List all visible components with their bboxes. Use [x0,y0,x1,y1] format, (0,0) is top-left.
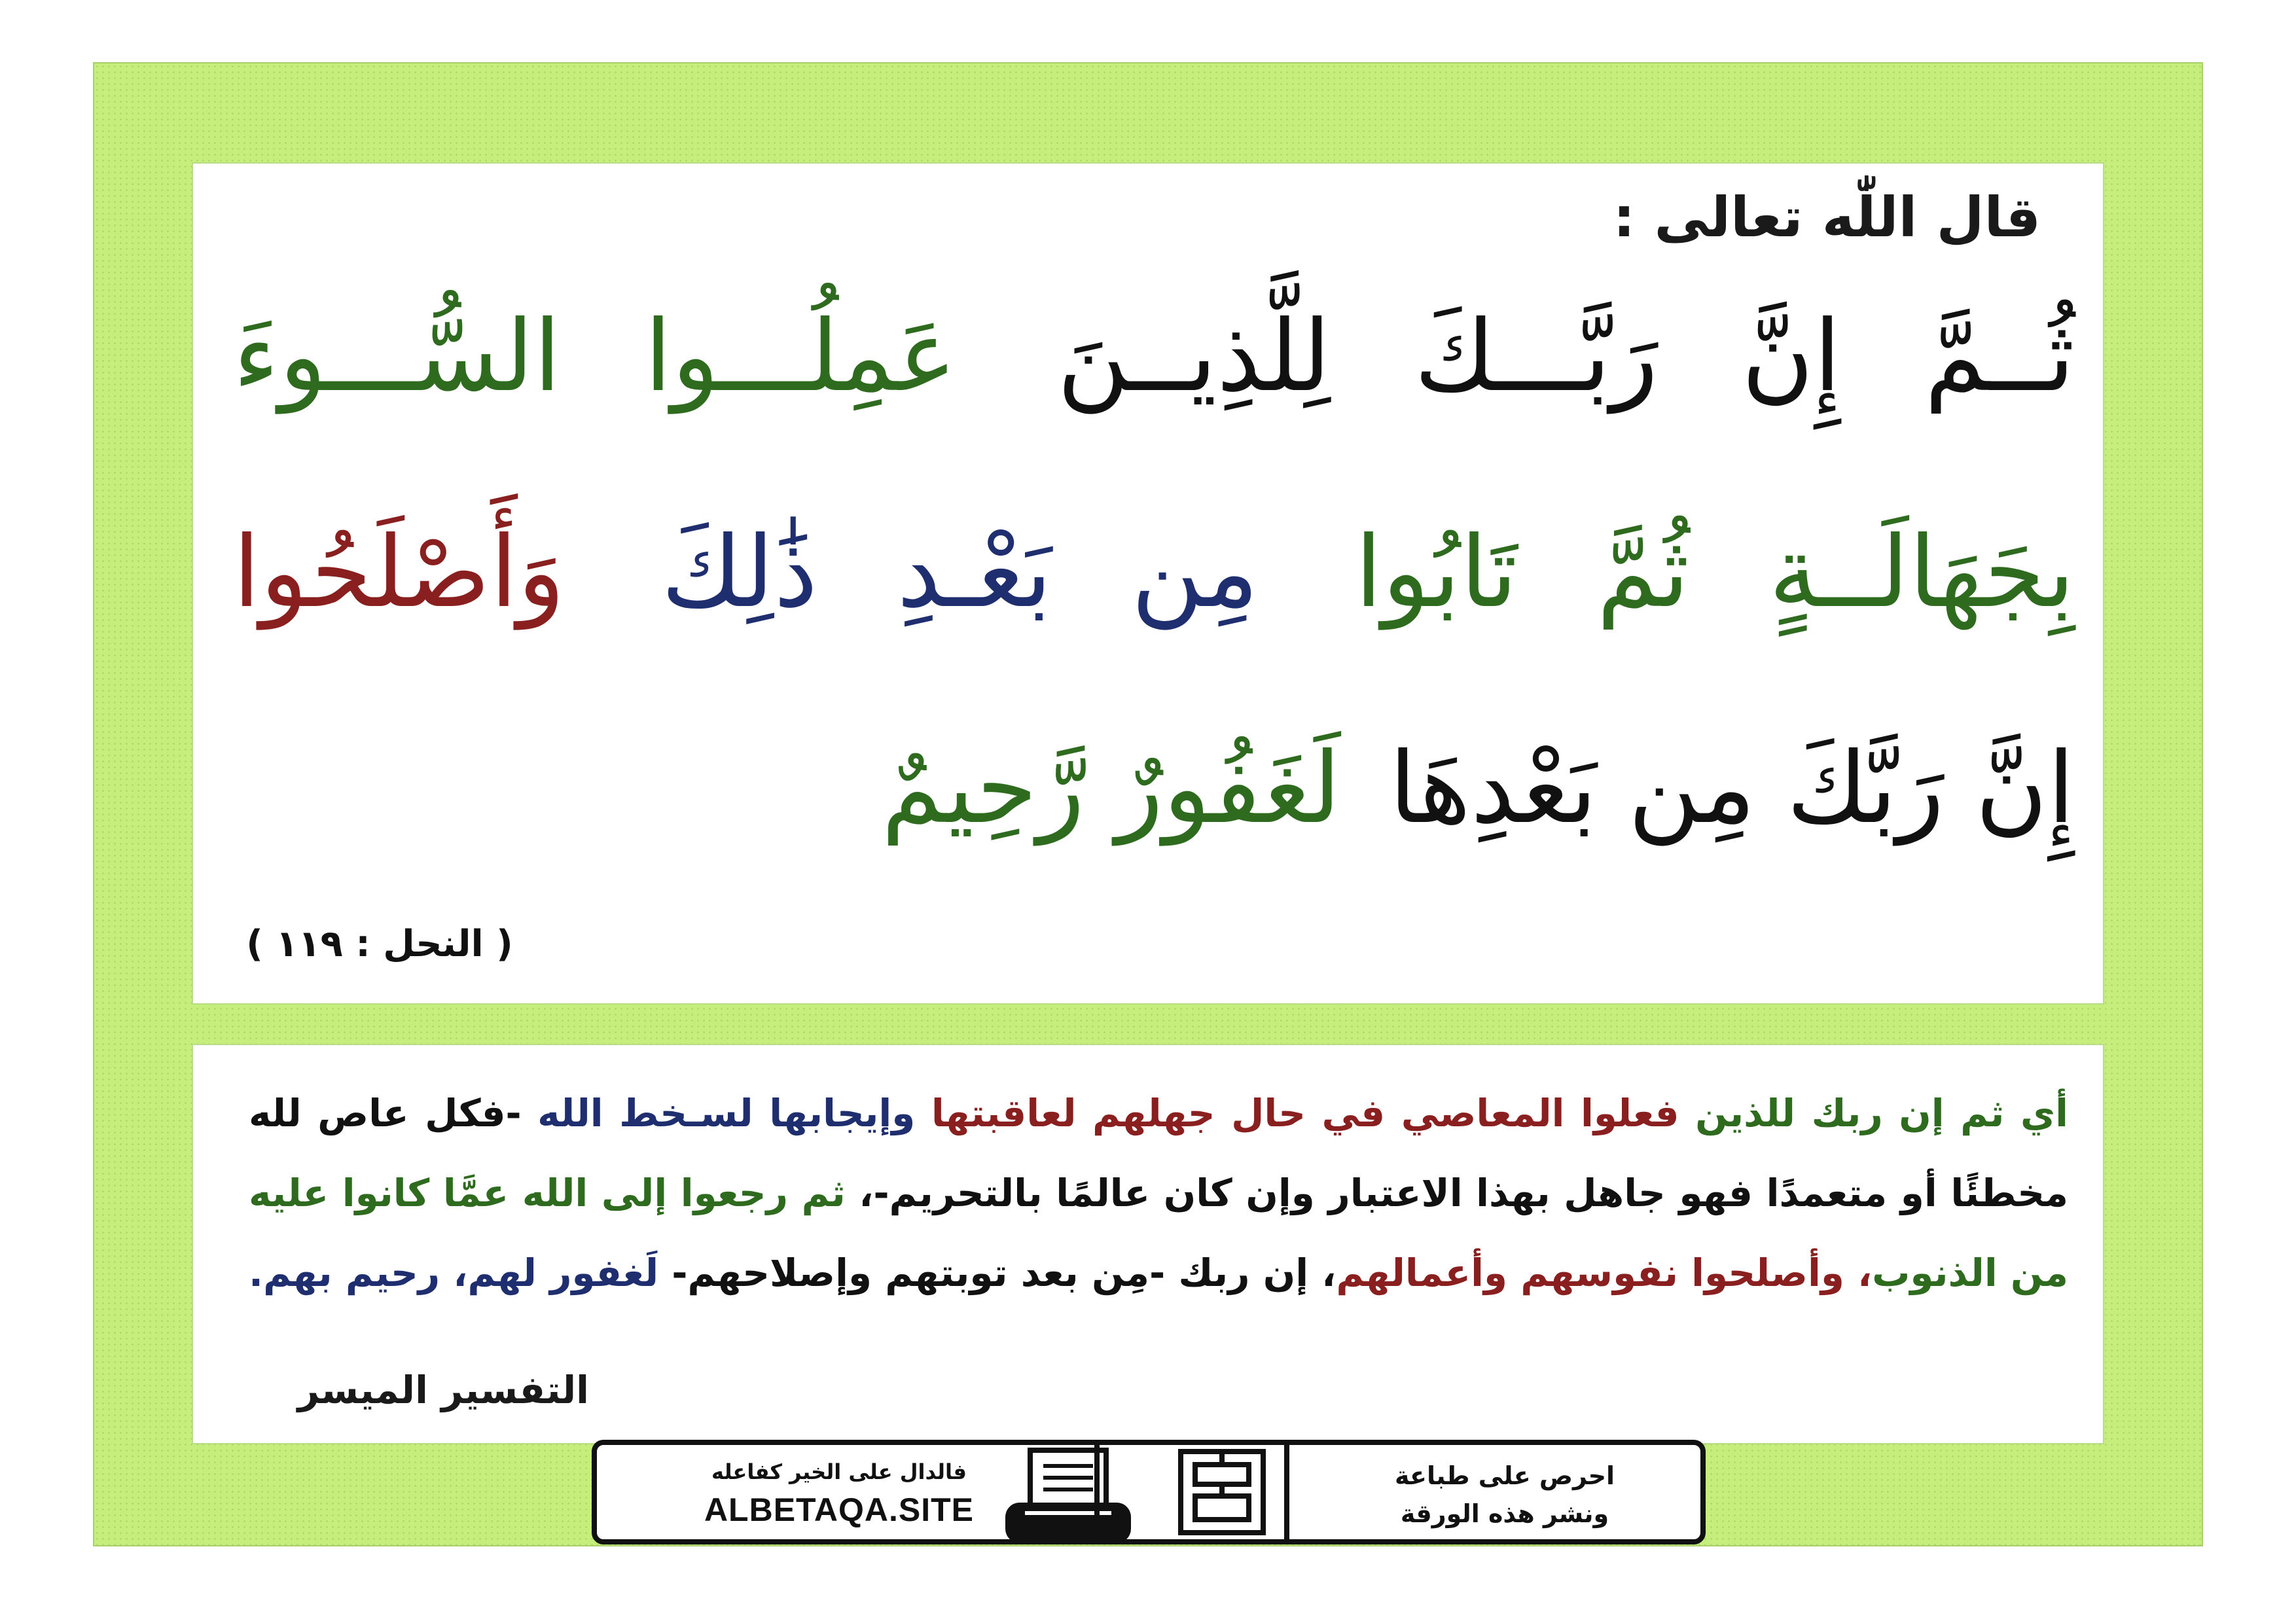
tafsir-segment: أي ثم إن ربك للذين [1679,1091,2068,1135]
verse-line-1 [216,288,2075,425]
footer-call-line: ونشر هذه الورقة [1400,1499,1609,1528]
tafsir-segment: لَغفور لهم، رحيم بهم. [249,1251,659,1295]
verse-intro: قال اللّٰه تعالى : [1613,185,2041,249]
tafsir-segment: ، إن ربك -مِن بعد توبتهم وإصلاحهم- [658,1251,1336,1295]
verse-segment: عَمِلُـــوا السُّـــوءَ [233,300,957,414]
verse-reference: ( النحل : ١١٩ ) [246,923,513,965]
footer-divider [1284,1445,1289,1539]
tafsir-segment: ثم رجعوا إلى الله عمَّا كانوا عليه من الذنوب [249,1171,2068,1295]
tafsir-segment: وإيجابها لسـخط الله [537,1091,916,1135]
verse-segment: بِجَهَالَــةٍ ثُمَّ تَابُوا [1355,516,2075,630]
verse-segment: مِن بَعْـدِ ذَٰلِكَ [661,516,1259,630]
verse-line-2 [216,504,2075,641]
tafsir-segment: -فكل عاص لله مخطئًا أو متعمدًا فهو جاهل بهذا الاعتبار وإن كان عالمًا بالتحريم-، [249,1091,2068,1215]
tafsir-paragraph [249,1073,2068,1313]
footer-banner [592,1440,1706,1544]
tafsir-segment: فعلوا المعاصي في حال جهلهم لعاقبتها [915,1091,1679,1135]
footer-divider [1094,1445,1100,1539]
tafsir-segment: ، وأصلحوا نفوسهم وأعمالهم [1336,1251,1873,1295]
tafsir-source: التفسير الميسر [297,1368,589,1412]
verse-line-3 [216,720,2075,857]
verse-segment: إِنَّ رَبَّكَ مِن بَعْدِهَا [1389,732,2075,846]
footer-saying: فالدال على الخير كفاعله [711,1459,967,1484]
verse-segment: ثُــمَّ إِنَّ رَبَّـــكَ لِلَّذِيــنَ [1057,300,2075,414]
dawah-paper-logo [1173,1445,1271,1542]
verse-segment: لَغَفُورٌ رَّحِيمٌ [881,732,1341,846]
footer-call-line: احرص على طباعة [1394,1461,1615,1490]
footer-call [1377,1457,1632,1533]
verse-segment: وَأَصْلَحُوا [233,516,565,630]
printer-icon [996,1437,1140,1551]
footer-site-link[interactable]: ALBETAQA.SITE [704,1491,975,1528]
